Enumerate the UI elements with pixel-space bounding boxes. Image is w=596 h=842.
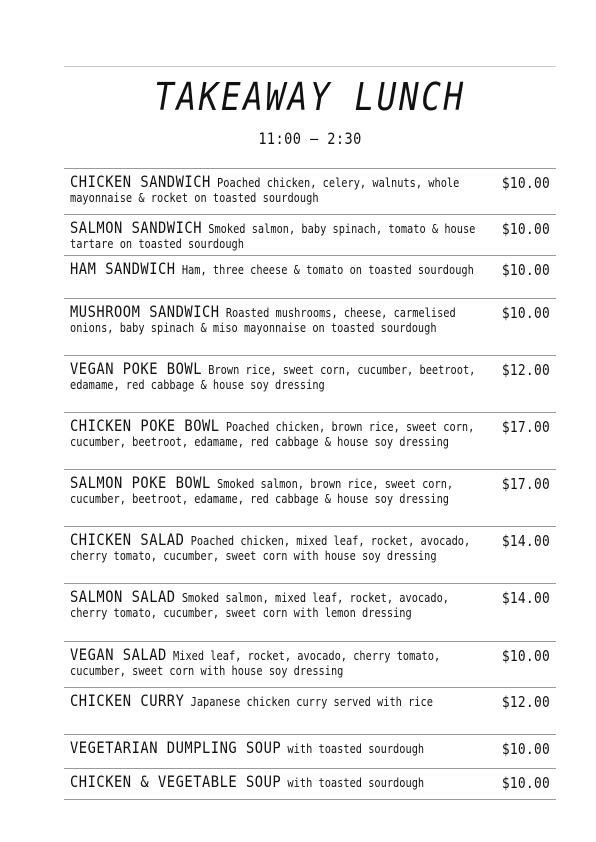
menu-item-text (70, 692, 479, 710)
menu-item-price: $10.00 (501, 304, 550, 322)
menu-item-name: HAM SANDWICH (70, 259, 176, 278)
menu-item-price: $10.00 (501, 774, 550, 792)
menu-item (64, 298, 556, 355)
menu-item-name: VEGETARIAN DUMPLING SOUP (70, 738, 282, 757)
menu-page (64, 66, 556, 792)
menu-item-price: $17.00 (501, 418, 550, 436)
menu-item-description: Japanese chicken curry served with rice (190, 695, 433, 709)
menu-item (64, 469, 556, 526)
menu-item-text (70, 531, 479, 564)
menu-item-description: with toasted sourdough (287, 742, 425, 756)
menu-item-name: CHICKEN SALAD (70, 530, 185, 549)
menu-item (64, 734, 556, 768)
menu-item (64, 214, 556, 255)
menu-item-price: $14.00 (501, 532, 550, 550)
menu-item-text (70, 173, 479, 206)
service-hours: 11:00 – 2:30 (258, 129, 362, 148)
menu-item-text (70, 646, 479, 679)
menu-item-text (70, 773, 479, 791)
menu-item-text (70, 739, 479, 757)
menu-item-name: SALMON SALAD (70, 587, 176, 606)
menu-item-name: MUSHROOM SANDWICH (70, 302, 220, 321)
menu-list (64, 168, 556, 800)
menu-item-text (70, 219, 479, 252)
menu-item-name: CHICKEN SANDWICH (70, 172, 211, 191)
menu-item-name: VEGAN POKE BOWL (70, 359, 203, 378)
menu-item-price: $12.00 (501, 693, 550, 711)
menu-item-text (70, 360, 479, 393)
menu-title: TAKEAWAY LUNCH (154, 75, 466, 119)
menu-item-name: SALMON POKE BOWL (70, 473, 211, 492)
menu-item-text (70, 588, 479, 621)
menu-item-name: SALMON SANDWICH (70, 218, 203, 237)
menu-item (64, 412, 556, 469)
menu-item-description: Poached chicken, brown rice, sweet corn, cucumber, beetroot, edamame, red cabbage & house soy dressing (70, 420, 475, 449)
menu-item-price: $10.00 (501, 261, 550, 279)
menu-item (64, 526, 556, 583)
menu-item-description: Ham, three cheese & tomato on toasted sourdough (181, 263, 474, 277)
menu-item (64, 641, 556, 687)
menu-item-name: VEGAN SALAD (70, 645, 167, 664)
menu-item (64, 355, 556, 412)
menu-item-text (70, 474, 479, 507)
menu-item-name: CHICKEN POKE BOWL (70, 416, 220, 435)
menu-item-price: $10.00 (501, 647, 550, 665)
menu-item-text (70, 417, 479, 450)
menu-item (64, 583, 556, 641)
menu-item-description: Roasted mushrooms, cheese, carmelised onions, baby spinach & miso mayonnaise on toasted sourdough (70, 306, 456, 335)
menu-item-description: Poached chicken, celery, walnuts, whole mayonnaise & rocket on toasted sourdough (70, 176, 460, 205)
menu-item-description: Mixed leaf, rocket, avocado, cherry tomato, cucumber, sweet corn with house soy dressing (70, 649, 441, 678)
menu-item-description: Smoked salmon, brown rice, sweet corn, cucumber, beetroot, edamame, red cabbage & house soy dressing (70, 477, 454, 506)
top-divider (64, 66, 556, 67)
menu-item-description: with toasted sourdough (287, 776, 425, 790)
menu-item (64, 687, 556, 734)
menu-item-price: $14.00 (501, 589, 550, 607)
menu-item-price: $10.00 (501, 220, 550, 238)
menu-item-price: $17.00 (501, 475, 550, 493)
menu-item-price: $10.00 (501, 740, 550, 758)
menu-item-description: Smoked salmon, baby spinach, tomato & house tartare on toasted sourdough (70, 222, 476, 251)
menu-item (64, 168, 556, 214)
menu-item-name: CHICKEN & VEGETABLE SOUP (70, 772, 282, 791)
menu-item-name: CHICKEN CURRY (70, 691, 185, 710)
menu-item-description: Brown rice, sweet corn, cucumber, beetroot, edamame, red cabbage & house soy dressing (70, 363, 476, 392)
menu-item-text (70, 260, 479, 278)
menu-item-price: $12.00 (501, 361, 550, 379)
menu-item-price: $10.00 (501, 174, 550, 192)
menu-item-description: Smoked salmon, mixed leaf, rocket, avocado, cherry tomato, cucumber, sweet corn with lemon dressing (70, 591, 450, 620)
menu-item-description: Poached chicken, mixed leaf, rocket, avocado, cherry tomato, cucumber, sweet corn with house soy dressing (70, 534, 471, 563)
menu-item (64, 255, 556, 298)
menu-item-text (70, 303, 479, 336)
menu-item (64, 768, 556, 800)
